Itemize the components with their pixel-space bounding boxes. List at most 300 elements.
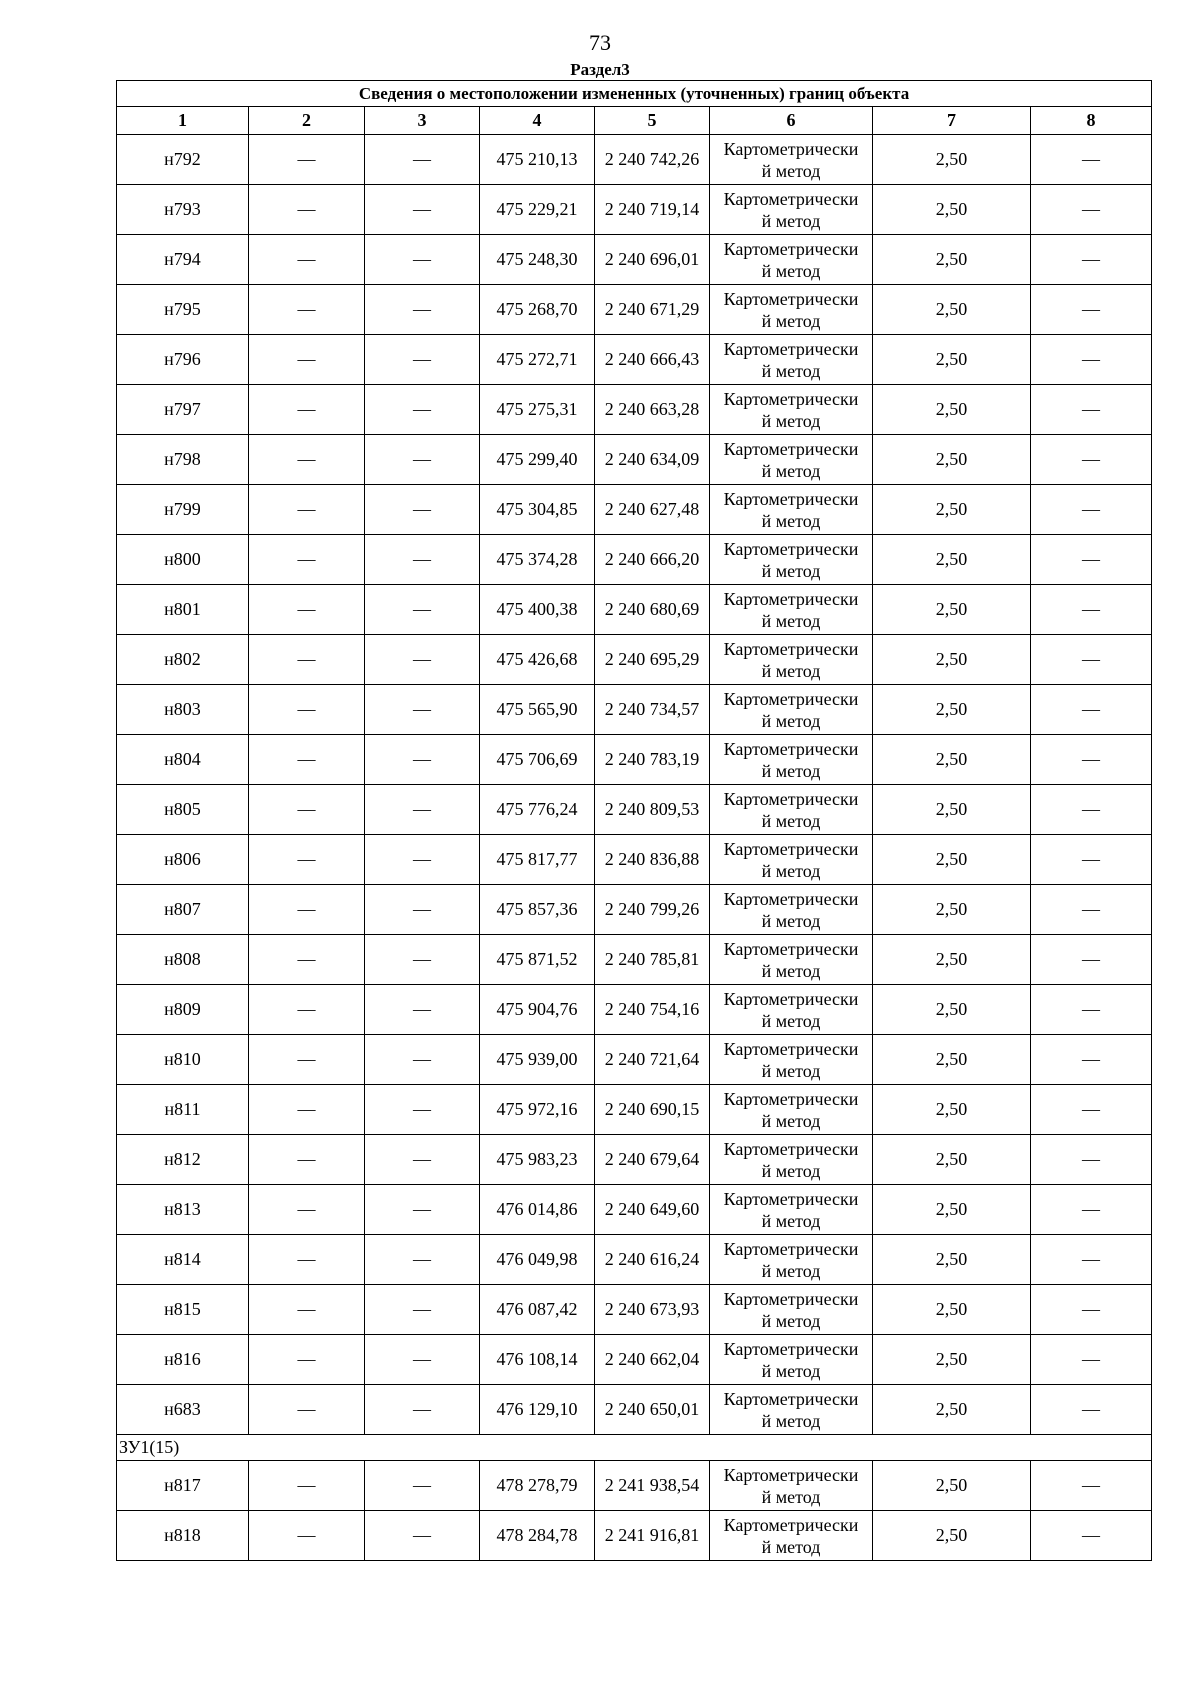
x-coordinate-cell: 475 374,28 xyxy=(480,535,595,585)
x-coordinate-cell: 475 272,71 xyxy=(480,335,595,385)
point-id-cell: н802 xyxy=(117,635,249,685)
col8-dash-cell: — xyxy=(1031,1335,1152,1385)
table-row xyxy=(117,1285,1152,1335)
table-row xyxy=(117,1035,1152,1085)
col8-dash-cell: — xyxy=(1031,885,1152,935)
col2-dash-cell: — xyxy=(249,1035,365,1085)
method-cell xyxy=(710,285,873,335)
method-line-2: й метод xyxy=(761,160,821,181)
column-number-5: 5 xyxy=(595,107,710,135)
boundary-coordinates-table xyxy=(116,80,1152,1561)
precision-cell: 2,50 xyxy=(873,335,1031,385)
point-id-cell: н805 xyxy=(117,785,249,835)
y-coordinate-cell: 2 240 836,88 xyxy=(595,835,710,885)
column-number-1: 1 xyxy=(117,107,249,135)
col3-dash-cell: — xyxy=(365,735,480,785)
method-line-2: й метод xyxy=(761,210,821,231)
point-id-cell: н817 xyxy=(117,1461,249,1511)
method-line-1: Картометрически xyxy=(723,338,859,359)
col3-dash-cell: — xyxy=(365,1285,480,1335)
method-cell xyxy=(710,1185,873,1235)
col8-dash-cell: — xyxy=(1031,285,1152,335)
x-coordinate-cell: 475 904,76 xyxy=(480,985,595,1035)
col2-dash-cell: — xyxy=(249,635,365,685)
page-number: 73 xyxy=(589,30,611,55)
precision-cell: 2,50 xyxy=(873,385,1031,435)
method-cell xyxy=(710,635,873,685)
x-coordinate-cell: 475 565,90 xyxy=(480,685,595,735)
precision-cell: 2,50 xyxy=(873,785,1031,835)
col2-dash-cell: — xyxy=(249,1511,365,1561)
col2-dash-cell: — xyxy=(249,985,365,1035)
table-row xyxy=(117,135,1152,185)
col8-dash-cell: — xyxy=(1031,235,1152,285)
precision-cell: 2,50 xyxy=(873,885,1031,935)
precision-cell: 2,50 xyxy=(873,985,1031,1035)
x-coordinate-cell: 475 426,68 xyxy=(480,635,595,685)
precision-cell: 2,50 xyxy=(873,1285,1031,1335)
precision-cell: 2,50 xyxy=(873,235,1031,285)
col8-dash-cell: — xyxy=(1031,1511,1152,1561)
method-line-1: Картометрически xyxy=(723,638,859,659)
col2-dash-cell: — xyxy=(249,735,365,785)
y-coordinate-cell: 2 240 721,64 xyxy=(595,1035,710,1085)
method-line-1: Картометрически xyxy=(723,1238,859,1259)
col2-dash-cell: — xyxy=(249,585,365,635)
y-coordinate-cell: 2 240 662,04 xyxy=(595,1335,710,1385)
x-coordinate-cell: 475 299,40 xyxy=(480,435,595,485)
x-coordinate-cell: 475 871,52 xyxy=(480,935,595,985)
method-line-2: й метод xyxy=(761,1310,821,1331)
method-cell xyxy=(710,535,873,585)
col8-dash-cell: — xyxy=(1031,335,1152,385)
method-cell xyxy=(710,685,873,735)
precision-cell: 2,50 xyxy=(873,735,1031,785)
method-cell xyxy=(710,1511,873,1561)
point-id-cell: н814 xyxy=(117,1235,249,1285)
table-row xyxy=(117,485,1152,535)
method-cell xyxy=(710,435,873,485)
table-body-part2 xyxy=(117,1461,1152,1561)
col3-dash-cell: — xyxy=(365,885,480,935)
table-row xyxy=(117,635,1152,685)
table-row xyxy=(117,1385,1152,1435)
method-line-2: й метод xyxy=(761,360,821,381)
table-row xyxy=(117,1235,1152,1285)
method-line-2: й метод xyxy=(761,860,821,881)
col8-dash-cell: — xyxy=(1031,735,1152,785)
y-coordinate-cell: 2 240 799,26 xyxy=(595,885,710,935)
y-coordinate-cell: 2 240 663,28 xyxy=(595,385,710,435)
method-line-1: Картометрически xyxy=(723,688,859,709)
precision-cell: 2,50 xyxy=(873,635,1031,685)
table-row xyxy=(117,1185,1152,1235)
method-line-1: Картометрически xyxy=(723,1188,859,1209)
method-cell xyxy=(710,1335,873,1385)
table-row xyxy=(117,1461,1152,1511)
method-line-2: й метод xyxy=(761,1536,821,1557)
table-row xyxy=(117,935,1152,985)
x-coordinate-cell: 476 087,42 xyxy=(480,1285,595,1335)
point-id-cell: н797 xyxy=(117,385,249,435)
x-coordinate-cell: 476 049,98 xyxy=(480,1235,595,1285)
y-coordinate-cell: 2 240 671,29 xyxy=(595,285,710,335)
x-coordinate-cell: 475 776,24 xyxy=(480,785,595,835)
method-cell xyxy=(710,1461,873,1511)
col2-dash-cell: — xyxy=(249,1085,365,1135)
col3-dash-cell: — xyxy=(365,1085,480,1135)
table-row xyxy=(117,385,1152,435)
col3-dash-cell: — xyxy=(365,585,480,635)
col2-dash-cell: — xyxy=(249,435,365,485)
method-line-2: й метод xyxy=(761,410,821,431)
method-line-1: Картометрически xyxy=(723,288,859,309)
method-cell xyxy=(710,985,873,1035)
x-coordinate-cell: 476 108,14 xyxy=(480,1335,595,1385)
precision-cell: 2,50 xyxy=(873,185,1031,235)
col3-dash-cell: — xyxy=(365,835,480,885)
y-coordinate-cell: 2 240 783,19 xyxy=(595,735,710,785)
table-row xyxy=(117,335,1152,385)
point-id-cell: н803 xyxy=(117,685,249,735)
method-line-2: й метод xyxy=(761,310,821,331)
point-id-cell: н809 xyxy=(117,985,249,1035)
table-row xyxy=(117,1135,1152,1185)
col2-dash-cell: — xyxy=(249,1461,365,1511)
method-line-2: й метод xyxy=(761,1110,821,1131)
col2-dash-cell: — xyxy=(249,1335,365,1385)
table-row xyxy=(117,685,1152,735)
table-row xyxy=(117,235,1152,285)
group-label: ЗУ1(15) xyxy=(117,1435,1152,1461)
method-line-1: Картометрически xyxy=(723,188,859,209)
table-row xyxy=(117,735,1152,785)
x-coordinate-cell: 475 972,16 xyxy=(480,1085,595,1135)
col2-dash-cell: — xyxy=(249,335,365,385)
point-id-cell: н795 xyxy=(117,285,249,335)
col3-dash-cell: — xyxy=(365,1235,480,1285)
table-row xyxy=(117,885,1152,935)
column-number-8: 8 xyxy=(1031,107,1152,135)
col2-dash-cell: — xyxy=(249,1385,365,1435)
group-row xyxy=(117,1435,1152,1461)
precision-cell: 2,50 xyxy=(873,935,1031,985)
method-line-2: й метод xyxy=(761,1410,821,1431)
method-line-1: Картометрически xyxy=(723,388,859,409)
precision-cell: 2,50 xyxy=(873,835,1031,885)
method-line-1: Картометрически xyxy=(723,1338,859,1359)
method-cell xyxy=(710,135,873,185)
col2-dash-cell: — xyxy=(249,535,365,585)
col3-dash-cell: — xyxy=(365,685,480,735)
y-coordinate-cell: 2 240 690,15 xyxy=(595,1085,710,1135)
x-coordinate-cell: 475 400,38 xyxy=(480,585,595,635)
method-line-2: й метод xyxy=(761,1360,821,1381)
col3-dash-cell: — xyxy=(365,785,480,835)
method-cell xyxy=(710,1035,873,1085)
y-coordinate-cell: 2 240 616,24 xyxy=(595,1235,710,1285)
col3-dash-cell: — xyxy=(365,1035,480,1085)
col3-dash-cell: — xyxy=(365,285,480,335)
precision-cell: 2,50 xyxy=(873,1335,1031,1385)
point-id-cell: н815 xyxy=(117,1285,249,1335)
method-line-2: й метод xyxy=(761,1486,821,1507)
precision-cell: 2,50 xyxy=(873,485,1031,535)
method-line-1: Картометрически xyxy=(723,888,859,909)
col8-dash-cell: — xyxy=(1031,985,1152,1035)
table-row xyxy=(117,535,1152,585)
col2-dash-cell: — xyxy=(249,1135,365,1185)
method-line-1: Картометрически xyxy=(723,538,859,559)
col3-dash-cell: — xyxy=(365,385,480,435)
col2-dash-cell: — xyxy=(249,1285,365,1335)
point-id-cell: н810 xyxy=(117,1035,249,1085)
method-line-1: Картометрически xyxy=(723,788,859,809)
method-line-2: й метод xyxy=(761,1060,821,1081)
method-line-2: й метод xyxy=(761,710,821,731)
method-line-2: й метод xyxy=(761,760,821,781)
method-line-1: Картометрически xyxy=(723,438,859,459)
x-coordinate-cell: 475 983,23 xyxy=(480,1135,595,1185)
col2-dash-cell: — xyxy=(249,385,365,435)
y-coordinate-cell: 2 240 695,29 xyxy=(595,635,710,685)
method-line-1: Картометрически xyxy=(723,1514,859,1535)
x-coordinate-cell: 475 706,69 xyxy=(480,735,595,785)
x-coordinate-cell: 475 229,21 xyxy=(480,185,595,235)
y-coordinate-cell: 2 240 666,20 xyxy=(595,535,710,585)
x-coordinate-cell: 475 304,85 xyxy=(480,485,595,535)
method-line-1: Картометрически xyxy=(723,138,859,159)
table-row xyxy=(117,985,1152,1035)
col8-dash-cell: — xyxy=(1031,185,1152,235)
column-number-4: 4 xyxy=(480,107,595,135)
point-id-cell: н792 xyxy=(117,135,249,185)
col8-dash-cell: — xyxy=(1031,135,1152,185)
table-row xyxy=(117,285,1152,335)
point-id-cell: н807 xyxy=(117,885,249,935)
table-row xyxy=(117,185,1152,235)
precision-cell: 2,50 xyxy=(873,1185,1031,1235)
y-coordinate-cell: 2 241 916,81 xyxy=(595,1511,710,1561)
table-row xyxy=(117,1335,1152,1385)
col8-dash-cell: — xyxy=(1031,685,1152,735)
x-coordinate-cell: 475 248,30 xyxy=(480,235,595,285)
precision-cell: 2,50 xyxy=(873,1035,1031,1085)
table-row xyxy=(117,835,1152,885)
col8-dash-cell: — xyxy=(1031,435,1152,485)
method-cell xyxy=(710,1235,873,1285)
method-line-2: й метод xyxy=(761,1160,821,1181)
point-id-cell: н794 xyxy=(117,235,249,285)
col8-dash-cell: — xyxy=(1031,935,1152,985)
method-line-1: Картометрически xyxy=(723,238,859,259)
method-line-2: й метод xyxy=(761,810,821,831)
method-line-2: й метод xyxy=(761,510,821,531)
method-line-1: Картометрически xyxy=(723,588,859,609)
method-line-2: й метод xyxy=(761,1010,821,1031)
column-number-row xyxy=(117,107,1152,135)
method-cell xyxy=(710,1085,873,1135)
method-cell xyxy=(710,935,873,985)
precision-cell: 2,50 xyxy=(873,135,1031,185)
x-coordinate-cell: 475 268,70 xyxy=(480,285,595,335)
col3-dash-cell: — xyxy=(365,185,480,235)
col2-dash-cell: — xyxy=(249,135,365,185)
point-id-cell: н804 xyxy=(117,735,249,785)
x-coordinate-cell: 475 817,77 xyxy=(480,835,595,885)
method-cell xyxy=(710,735,873,785)
method-cell xyxy=(710,585,873,635)
method-line-2: й метод xyxy=(761,1210,821,1231)
x-coordinate-cell: 476 129,10 xyxy=(480,1385,595,1435)
col8-dash-cell: — xyxy=(1031,1285,1152,1335)
col8-dash-cell: — xyxy=(1031,1385,1152,1435)
y-coordinate-cell: 2 240 673,93 xyxy=(595,1285,710,1335)
col3-dash-cell: — xyxy=(365,1135,480,1185)
y-coordinate-cell: 2 240 754,16 xyxy=(595,985,710,1035)
method-line-2: й метод xyxy=(761,660,821,681)
precision-cell: 2,50 xyxy=(873,535,1031,585)
precision-cell: 2,50 xyxy=(873,1461,1031,1511)
point-id-cell: н808 xyxy=(117,935,249,985)
col2-dash-cell: — xyxy=(249,285,365,335)
method-line-1: Картометрически xyxy=(723,988,859,1009)
precision-cell: 2,50 xyxy=(873,1385,1031,1435)
col2-dash-cell: — xyxy=(249,1185,365,1235)
point-id-cell: н801 xyxy=(117,585,249,635)
col3-dash-cell: — xyxy=(365,1511,480,1561)
method-cell xyxy=(710,185,873,235)
point-id-cell: н818 xyxy=(117,1511,249,1561)
col8-dash-cell: — xyxy=(1031,1461,1152,1511)
column-number-2: 2 xyxy=(249,107,365,135)
point-id-cell: н812 xyxy=(117,1135,249,1185)
point-id-cell: н813 xyxy=(117,1185,249,1235)
col2-dash-cell: — xyxy=(249,185,365,235)
point-id-cell: н811 xyxy=(117,1085,249,1135)
y-coordinate-cell: 2 240 809,53 xyxy=(595,785,710,835)
method-cell xyxy=(710,385,873,435)
method-line-1: Картометрически xyxy=(723,1038,859,1059)
col2-dash-cell: — xyxy=(249,835,365,885)
col3-dash-cell: — xyxy=(365,135,480,185)
point-id-cell: н796 xyxy=(117,335,249,385)
table-row xyxy=(117,435,1152,485)
method-line-1: Картометрически xyxy=(723,1464,859,1485)
method-line-1: Картометрически xyxy=(723,1388,859,1409)
col2-dash-cell: — xyxy=(249,685,365,735)
precision-cell: 2,50 xyxy=(873,685,1031,735)
method-line-2: й метод xyxy=(761,560,821,581)
method-line-1: Картометрически xyxy=(723,1288,859,1309)
y-coordinate-cell: 2 240 742,26 xyxy=(595,135,710,185)
point-id-cell: н799 xyxy=(117,485,249,535)
col3-dash-cell: — xyxy=(365,635,480,685)
y-coordinate-cell: 2 240 650,01 xyxy=(595,1385,710,1435)
point-id-cell: н793 xyxy=(117,185,249,235)
col8-dash-cell: — xyxy=(1031,1235,1152,1285)
col2-dash-cell: — xyxy=(249,485,365,535)
method-cell xyxy=(710,235,873,285)
method-cell xyxy=(710,335,873,385)
x-coordinate-cell: 478 284,78 xyxy=(480,1511,595,1561)
col8-dash-cell: — xyxy=(1031,835,1152,885)
method-cell xyxy=(710,835,873,885)
col3-dash-cell: — xyxy=(365,935,480,985)
column-number-3: 3 xyxy=(365,107,480,135)
method-cell xyxy=(710,1285,873,1335)
method-cell xyxy=(710,885,873,935)
y-coordinate-cell: 2 240 627,48 xyxy=(595,485,710,535)
method-cell xyxy=(710,1135,873,1185)
point-id-cell: н683 xyxy=(117,1385,249,1435)
method-line-2: й метод xyxy=(761,460,821,481)
y-coordinate-cell: 2 240 649,60 xyxy=(595,1185,710,1235)
y-coordinate-cell: 2 240 680,69 xyxy=(595,585,710,635)
col8-dash-cell: — xyxy=(1031,385,1152,435)
col2-dash-cell: — xyxy=(249,235,365,285)
col3-dash-cell: — xyxy=(365,435,480,485)
method-line-1: Картометрически xyxy=(723,1138,859,1159)
col3-dash-cell: — xyxy=(365,1461,480,1511)
x-coordinate-cell: 475 939,00 xyxy=(480,1035,595,1085)
col2-dash-cell: — xyxy=(249,935,365,985)
y-coordinate-cell: 2 240 719,14 xyxy=(595,185,710,235)
col8-dash-cell: — xyxy=(1031,635,1152,685)
point-id-cell: н806 xyxy=(117,835,249,885)
y-coordinate-cell: 2 241 938,54 xyxy=(595,1461,710,1511)
x-coordinate-cell: 475 857,36 xyxy=(480,885,595,935)
x-coordinate-cell: 475 210,13 xyxy=(480,135,595,185)
y-coordinate-cell: 2 240 696,01 xyxy=(595,235,710,285)
method-cell xyxy=(710,485,873,535)
col3-dash-cell: — xyxy=(365,235,480,285)
col3-dash-cell: — xyxy=(365,985,480,1035)
x-coordinate-cell: 475 275,31 xyxy=(480,385,595,435)
table-body-part1 xyxy=(117,135,1152,1435)
method-cell xyxy=(710,1385,873,1435)
method-line-1: Картометрически xyxy=(723,938,859,959)
method-line-2: й метод xyxy=(761,910,821,931)
method-line-1: Картометрически xyxy=(723,738,859,759)
x-coordinate-cell: 476 014,86 xyxy=(480,1185,595,1235)
precision-cell: 2,50 xyxy=(873,1235,1031,1285)
precision-cell: 2,50 xyxy=(873,285,1031,335)
col8-dash-cell: — xyxy=(1031,535,1152,585)
table-row xyxy=(117,785,1152,835)
col8-dash-cell: — xyxy=(1031,1035,1152,1085)
col8-dash-cell: — xyxy=(1031,585,1152,635)
col3-dash-cell: — xyxy=(365,1185,480,1235)
col8-dash-cell: — xyxy=(1031,485,1152,535)
col8-dash-cell: — xyxy=(1031,785,1152,835)
col8-dash-cell: — xyxy=(1031,1185,1152,1235)
col2-dash-cell: — xyxy=(249,785,365,835)
y-coordinate-cell: 2 240 734,57 xyxy=(595,685,710,735)
table-row xyxy=(117,1085,1152,1135)
y-coordinate-cell: 2 240 666,43 xyxy=(595,335,710,385)
method-line-1: Картометрически xyxy=(723,838,859,859)
point-id-cell: н798 xyxy=(117,435,249,485)
table-row xyxy=(117,1511,1152,1561)
y-coordinate-cell: 2 240 634,09 xyxy=(595,435,710,485)
col3-dash-cell: — xyxy=(365,535,480,585)
method-line-1: Картометрически xyxy=(723,488,859,509)
precision-cell: 2,50 xyxy=(873,1135,1031,1185)
col3-dash-cell: — xyxy=(365,1385,480,1435)
y-coordinate-cell: 2 240 785,81 xyxy=(595,935,710,985)
point-id-cell: н800 xyxy=(117,535,249,585)
